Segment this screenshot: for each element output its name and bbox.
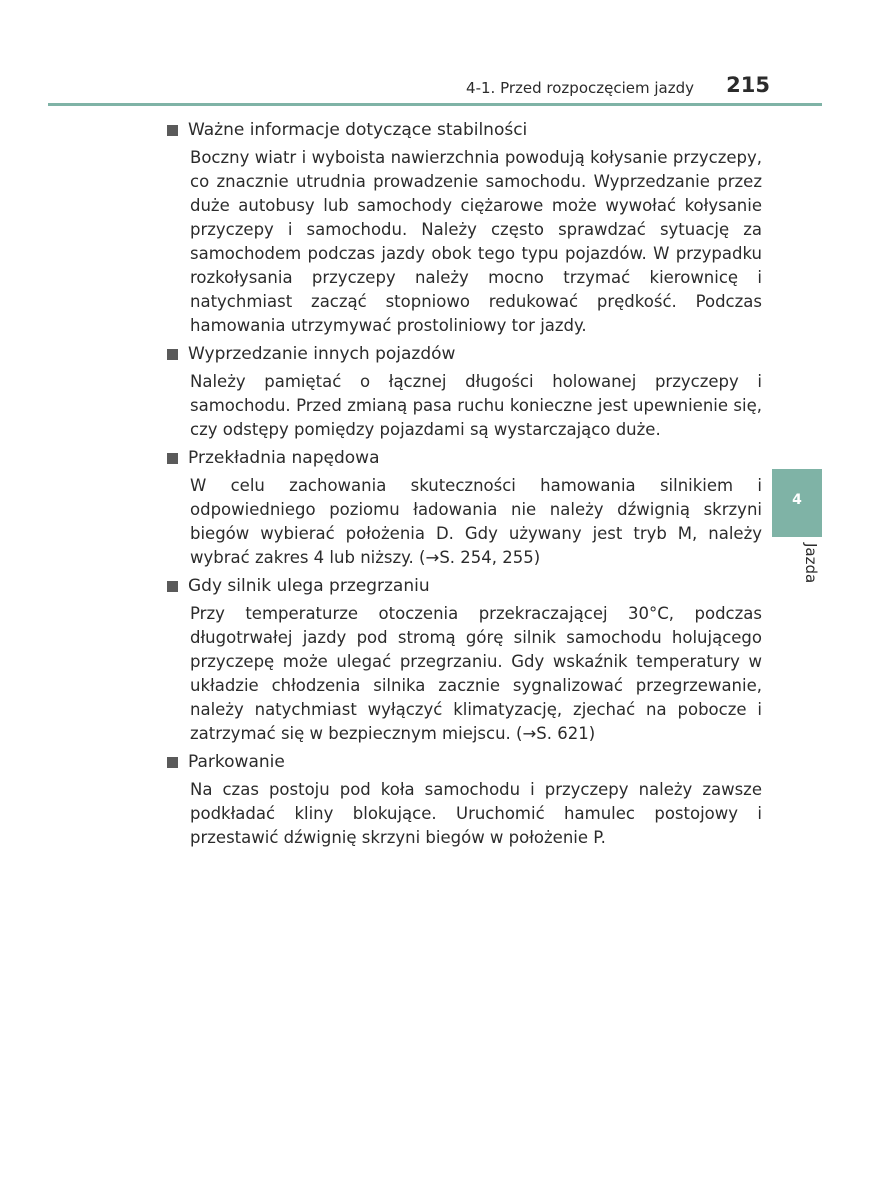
section-paragraph: W celu zachowania skuteczności hamowania silnikiem i odpowiedniego poziomu ładowania nie należy dźwignią skrzyni biegów wybierać położenia D. Gdy używany jest tryb M, należy wybrać zakres 4 lub niższy. (→S. 254, 255)	[190, 476, 762, 567]
section-transmission	[167, 446, 767, 570]
header-divider	[48, 103, 822, 106]
page-content	[167, 118, 767, 854]
chapter-label: Jazda	[802, 543, 820, 584]
page-header	[0, 70, 822, 104]
section-paragraph: Przy temperaturze otoczenia przekraczającej 30°C, podczas długotrwałej jazdy pod stromą górę silnik samochodu holującego przyczepę może ulegać przegrzaniu. Gdy wskaźnik temperatury w układzie chłodzenia silnika zacznie sygnalizować przegrzewanie, należy natychmiast wyłączyć klimatyzację, zjechać na pobocze i zatrzymać się w bezpiecznym miejscu. (→S. 621)	[190, 604, 762, 743]
chapter-number: 4	[792, 492, 802, 508]
square-bullet-icon	[167, 581, 178, 592]
section-heading	[167, 342, 767, 366]
section-paragraph: Na czas postoju pod koła samochodu i przyczepy należy zawsze podkładać kliny blokujące. Uruchomić hamulec postojowy i przestawić dźwignię skrzyni biegów w położenie P.	[190, 780, 762, 847]
section-paragraph: Należy pamiętać o łącznej długości holowanej przyczepy i samochodu. Przed zmianą pasa ruchu konieczne jest upewnienie się, czy odstępy pomiędzy pojazdami są wystarczająco duże.	[190, 372, 762, 439]
section-heading-text: Gdy silnik ulega przegrzaniu	[188, 576, 430, 596]
square-bullet-icon	[167, 757, 178, 768]
running-header-title: 4-1. Przed rozpoczęciem jazdy	[466, 79, 694, 97]
section-heading-text: Przekładnia napędowa	[188, 448, 380, 468]
section-overheating	[167, 574, 767, 746]
section-heading-text: Wyprzedzanie innych pojazdów	[188, 344, 456, 364]
section-heading	[167, 118, 767, 142]
section-parking	[167, 750, 767, 850]
section-heading	[167, 574, 767, 598]
section-heading	[167, 750, 767, 774]
section-overtaking	[167, 342, 767, 442]
chapter-tab	[772, 469, 822, 537]
section-heading-text: Ważne informacje dotyczące stabilności	[188, 120, 528, 140]
section-heading	[167, 446, 767, 470]
page-number: 215	[726, 73, 770, 97]
section-heading-text: Parkowanie	[188, 752, 285, 772]
square-bullet-icon	[167, 453, 178, 464]
section-stability	[167, 118, 767, 338]
square-bullet-icon	[167, 349, 178, 360]
square-bullet-icon	[167, 125, 178, 136]
section-paragraph: Boczny wiatr i wyboista nawierzchnia powodują kołysanie przyczepy, co znacznie utrudnia prowadzenie samochodu. Wyprzedzanie przez duże autobusy lub samochody ciężarowe może wywołać kołysanie przyczepy i samochodu. Należy często sprawdzać sytuację za samochodem podczas jazdy obok tego typu pojazdów. W przypadku rozkołysania przyczepy należy mocno trzymać kierownicę i natychmiast zacząć stopniowo redukować prędkość. Podczas hamowania utrzymywać prostoliniowy tor jazdy.	[190, 148, 762, 335]
